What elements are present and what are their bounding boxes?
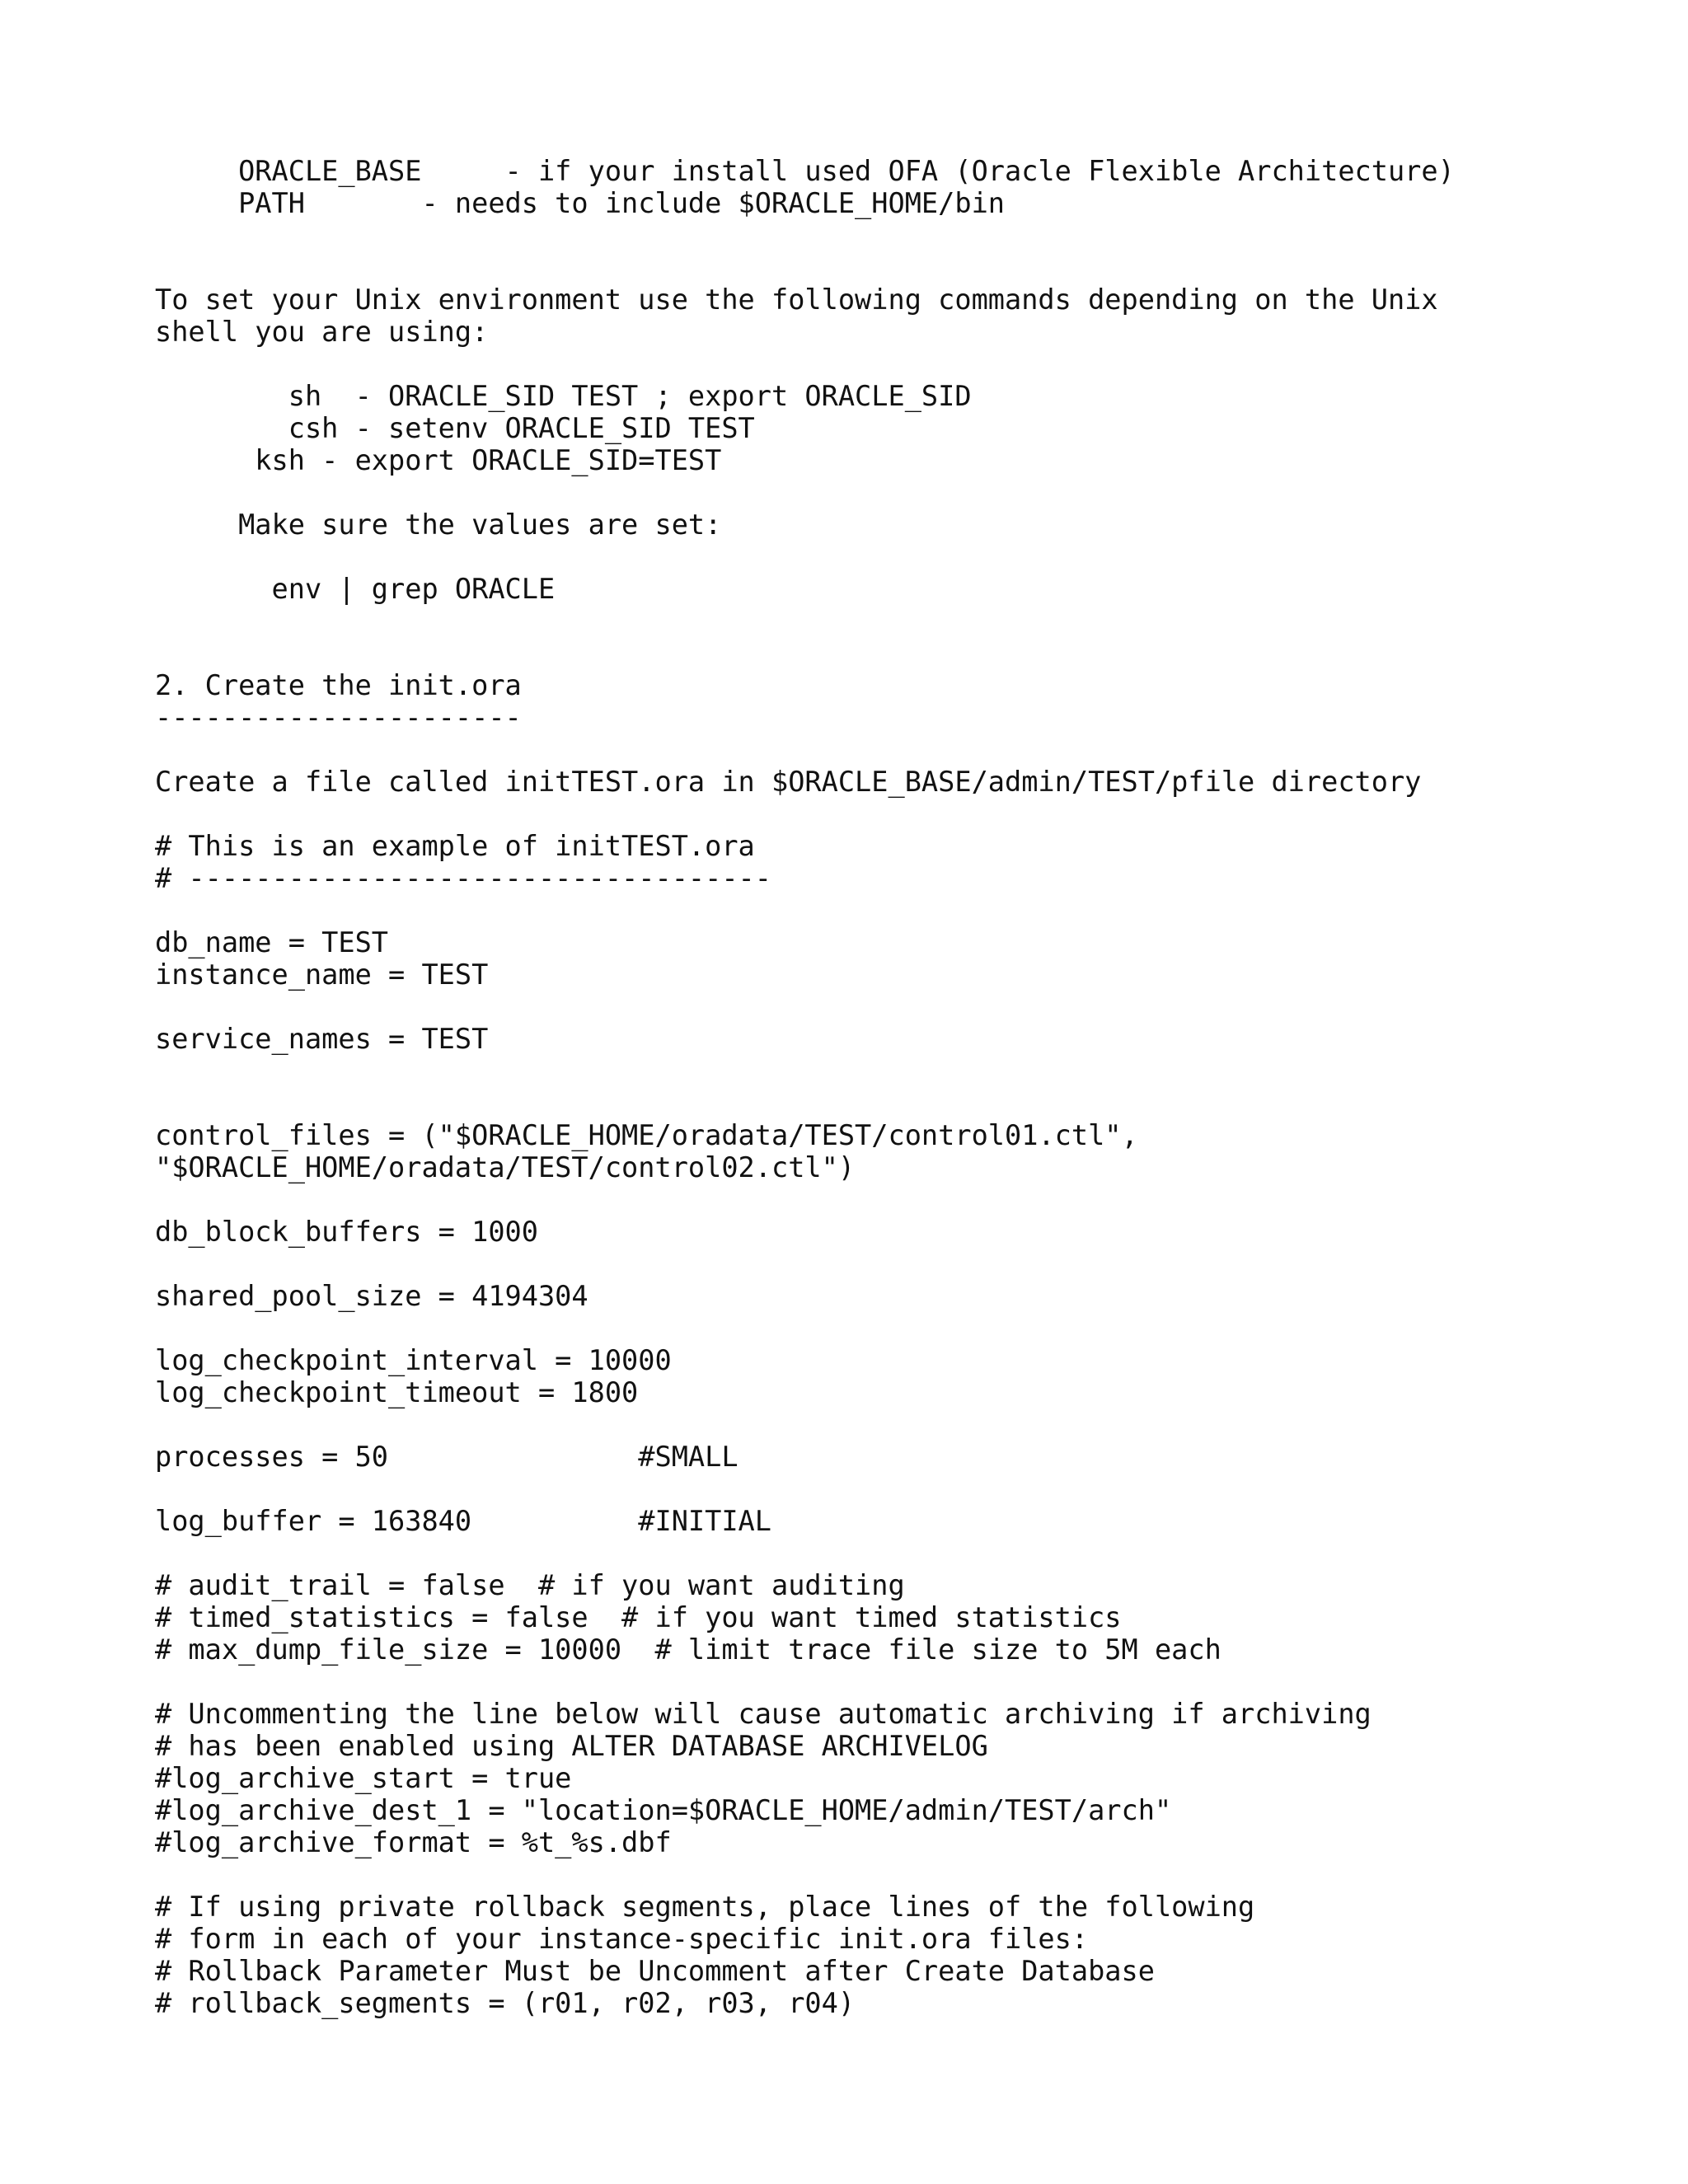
code-line: db_block_buffers = 1000: [155, 1216, 538, 1248]
text-line: [0, 733, 1688, 766]
text-line: [0, 637, 1688, 669]
code-comment-line: #log_archive_start = true: [155, 1762, 572, 1794]
code-line: processes = 50 #SMALL: [155, 1441, 738, 1473]
section-underline: ----------------------: [155, 701, 522, 733]
text-line: csh - setenv ORACLE_SID TEST: [155, 412, 755, 444]
code-comment-line: # form in each of your instance-specific init.ora files:: [155, 1923, 1089, 1955]
text-line: Make sure the values are set:: [155, 509, 722, 541]
text-line: ORACLE_BASE - if your install used OFA (Oracle Flexible Architecture): [155, 155, 1455, 187]
code-comment-line: # Rollback Parameter Must be Uncomment after Create Database: [155, 1955, 1155, 1987]
code-line: log_checkpoint_timeout = 1800: [155, 1376, 639, 1408]
code-comment-line: # If using private rollback segments, place lines of the following: [155, 1891, 1255, 1923]
text-line: [0, 1537, 1688, 1569]
text-line: [0, 1055, 1688, 1087]
code-comment-line: #log_archive_format = %t_%s.dbf: [155, 1826, 672, 1858]
text-line: [0, 1248, 1688, 1280]
text-line: [0, 1858, 1688, 1891]
text-line: To set your Unix environment use the following commands depending on the Unix: [155, 284, 1438, 316]
text-line: [0, 476, 1688, 509]
text-line: sh - ORACLE_SID TEST ; export ORACLE_SID: [155, 380, 972, 412]
text-line: [0, 541, 1688, 573]
code-comment-line: # has been enabled using ALTER DATABASE ARCHIVELOG: [155, 1730, 988, 1762]
code-line: "$ORACLE_HOME/oradata/TEST/control02.ctl"): [155, 1151, 856, 1183]
code-line: log_buffer = 163840 #INITIAL: [155, 1505, 771, 1537]
text-line: Create a file called initTEST.ora in $ORACLE_BASE/admin/TEST/pfile directory: [155, 766, 1422, 798]
code-line: control_files = ("$ORACLE_HOME/oradata/TEST/control01.ctl",: [155, 1119, 1138, 1151]
text-line: [0, 894, 1688, 926]
code-comment-line: # audit_trail = false # if you want auditing: [155, 1569, 905, 1601]
document-body: [0, 155, 1688, 2019]
text-line: PATH - needs to include $ORACLE_HOME/bin: [155, 187, 1006, 219]
text-line: [0, 348, 1688, 380]
text-line: [0, 1666, 1688, 1698]
text-line: [0, 991, 1688, 1023]
code-comment-line: # -----------------------------------: [155, 862, 771, 894]
text-line: [0, 251, 1688, 284]
code-comment-line: # timed_statistics = false # if you want timed statistics: [155, 1601, 1122, 1633]
text-line: [0, 1312, 1688, 1344]
text-line: [0, 219, 1688, 251]
code-comment-line: # This is an example of initTEST.ora: [155, 830, 755, 862]
code-line: service_names = TEST: [155, 1023, 489, 1055]
text-line: [0, 1183, 1688, 1216]
text-line: [0, 1408, 1688, 1441]
text-line: [0, 1087, 1688, 1119]
code-line: shared_pool_size = 4194304: [155, 1280, 588, 1312]
code-line: db_name = TEST: [155, 926, 389, 958]
code-comment-line: # max_dump_file_size = 10000 # limit trace file size to 5M each: [155, 1633, 1221, 1666]
section-heading: 2. Create the init.ora: [155, 669, 522, 701]
code-comment-line: # Uncommenting the line below will cause automatic archiving if archiving: [155, 1698, 1372, 1730]
text-line: shell you are using:: [155, 316, 489, 348]
code-line: log_checkpoint_interval = 10000: [155, 1344, 672, 1376]
text-line: [0, 798, 1688, 830]
text-line: env | grep ORACLE: [155, 573, 556, 605]
text-line: [0, 605, 1688, 637]
text-line: ksh - export ORACLE_SID=TEST: [155, 444, 722, 476]
code-line: instance_name = TEST: [155, 958, 489, 991]
code-comment-line: #log_archive_dest_1 = "location=$ORACLE_HOME/admin/TEST/arch": [155, 1794, 1172, 1826]
code-comment-line: # rollback_segments = (r01, r02, r03, r04): [155, 1987, 856, 2019]
text-line: [0, 1473, 1688, 1505]
